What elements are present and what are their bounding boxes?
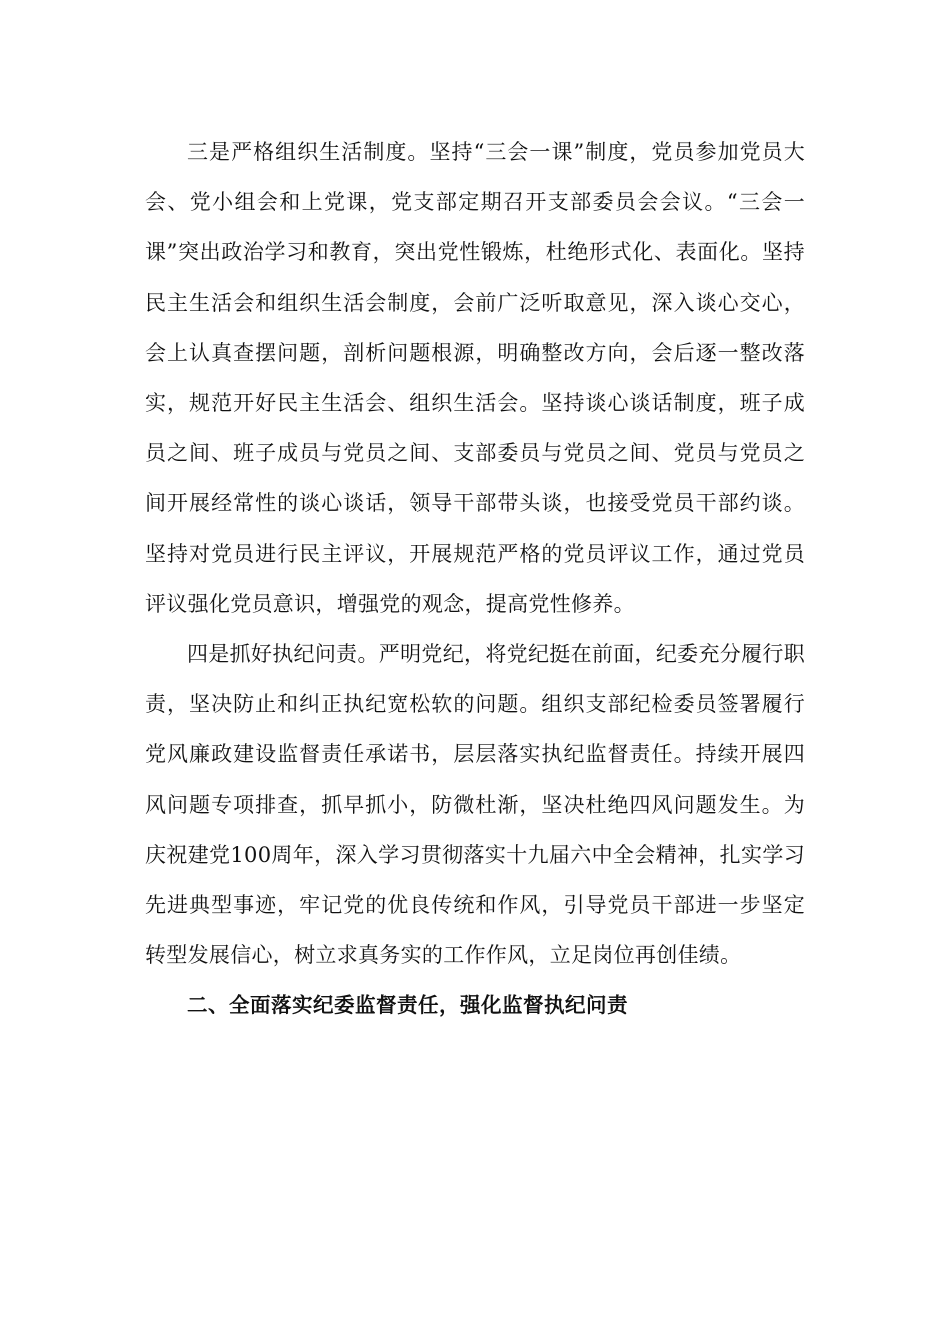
document-body [145,127,805,1031]
section-heading: 二、全面落实纪委监督责任，强化监督执纪问责 [187,993,628,1018]
paragraph-discipline-accountability: 四是抓好执纪问责。严明党纪，将党纪挺在前面，纪委充分履行职责，坚决防止和纠正执纪宽松软的问题。组织支部纪检委员签署履行党风廉政建设监督责任承诺书，层层落实执纪监督责任。持续开展四风问题专项排查，抓早抓小，防微杜渐，坚决杜绝四风问题发生。为庆祝建党100周年，深入学习贯彻落实十九届六中全会精神，扎实学习先进典型事迹，牢记党的优良传统和作风，引导党员干部进一步坚定转型发展信心，树立求真务实的工作作风，立足岗位再创佳绩。 [145,642,805,968]
paragraph-organization-life: 三是严格组织生活制度。坚持“三会一课”制度，党员参加党员大会、党小组会和上党课，党支部定期召开支部委员会会议。“三会一课”突出政治学习和教育，突出党性锻炼，杜绝形式化、表面化。坚持民主生活会和组织生活会制度，会前广泛听取意见，深入谈心交心，会上认真查摆问题，剖析问题根源，明确整改方向，会后逐一整改落实，规范开好民主生活会、组织生活会。坚持谈心谈话制度，班子成员之间、班子成员与党员之间、支部委员与党员之间、党员与党员之间开展经常性的谈心谈话，领导干部带头谈，也接受党员干部约谈。坚持对党员进行民主评议，开展规范严格的党员评议工作，通过党员评议强化党员意识，增强党的观念，提高党性修养。 [145,140,805,616]
